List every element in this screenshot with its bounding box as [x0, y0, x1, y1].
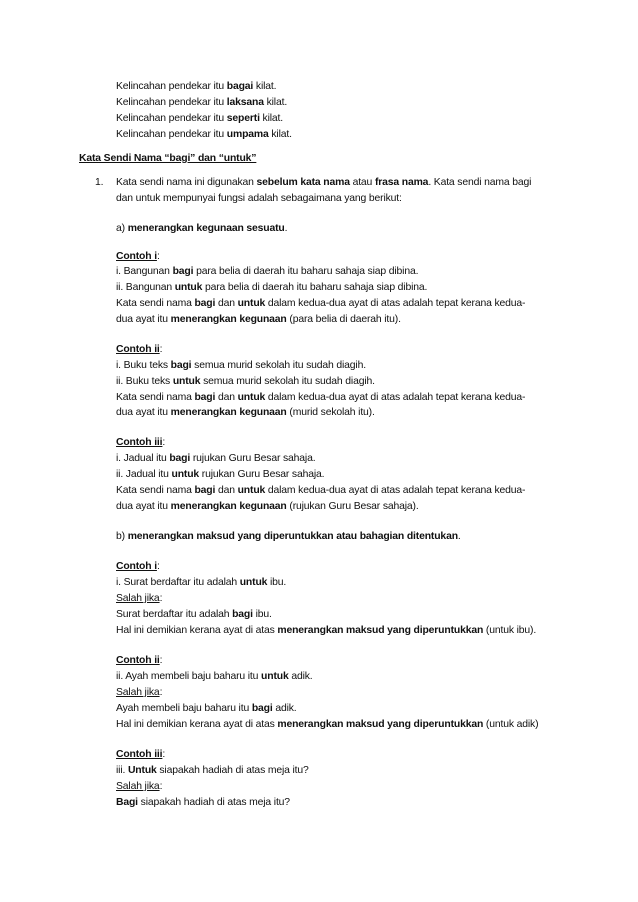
item1-line-1	[116, 176, 531, 190]
salah-jika-label	[116, 686, 162, 700]
text: ii. Jadual itu	[116, 469, 172, 480]
bold-word: untuk	[237, 485, 266, 496]
text: :	[159, 344, 163, 355]
text: :	[156, 251, 160, 262]
example-sentence	[116, 576, 286, 590]
example-title	[116, 343, 162, 357]
bold-word: untuk	[261, 671, 289, 682]
example-sentence	[116, 670, 313, 684]
bold-word: untuk	[171, 469, 200, 480]
incorrect-sentence	[116, 608, 272, 622]
intro-line-4	[116, 128, 292, 142]
text: i. Jadual itu	[116, 453, 170, 464]
bold-term: frasa nama	[374, 177, 429, 188]
text: kilat.	[263, 97, 288, 108]
text: dan	[215, 298, 238, 309]
text: Ayah membeli baju baharu itu	[116, 703, 252, 714]
text: Kata sendi nama	[116, 392, 195, 403]
text: dalam kedua-dua ayat di atas adalah tepat kerana kedua-	[265, 392, 526, 403]
text: .	[457, 531, 461, 542]
example-label: Contoh i	[116, 251, 157, 262]
bold-word: untuk	[237, 392, 266, 403]
salah-jika-label	[116, 780, 162, 794]
example-sentence	[116, 265, 418, 279]
example-sentence	[116, 375, 375, 389]
text: :	[162, 749, 166, 760]
text: Kelincahan pendekar itu	[116, 113, 227, 124]
text: i. Buku teks	[116, 360, 171, 371]
text: .	[284, 223, 288, 234]
text: Kata sendi nama ini digunakan	[116, 177, 257, 188]
bold-word: bagi	[194, 298, 216, 309]
text: kilat.	[259, 113, 284, 124]
text: Kelincahan pendekar itu	[116, 97, 227, 108]
text: para belia di daerah itu baharu sahaja siap dibina.	[202, 282, 428, 293]
text: atau	[349, 177, 375, 188]
bold-word: bagi	[172, 266, 194, 277]
example-title	[116, 748, 165, 762]
text: dua ayat itu	[116, 407, 171, 418]
text: :	[159, 781, 163, 792]
text: adik.	[272, 703, 297, 714]
text: ibu.	[267, 577, 287, 588]
item1-line-2: dan untuk mempunyai fungsi adalah sebagaimana yang berikut:	[116, 193, 402, 204]
text: (murid sekolah itu).	[286, 407, 375, 418]
text: Kata sendi nama	[116, 485, 195, 496]
explanation-line	[116, 406, 375, 420]
example-title	[116, 250, 160, 264]
text: i. Bangunan	[116, 266, 173, 277]
text: dua ayat itu	[116, 314, 171, 325]
bold-word: bagi	[232, 609, 253, 620]
text: dan	[215, 485, 238, 496]
bold-term: menerangkan maksud yang diperuntukkan	[277, 625, 484, 636]
text: :	[159, 687, 163, 698]
bold-term: menerangkan maksud yang diperuntukkan	[277, 719, 484, 730]
text: rujukan Guru Besar sahaja.	[190, 453, 316, 464]
explanation-line	[116, 500, 419, 514]
text: ibu.	[252, 609, 272, 620]
bold-word: Untuk	[127, 765, 157, 776]
bold-word: untuk	[172, 376, 201, 387]
section-heading: Kata Sendi Nama “bagi” dan “untuk”	[79, 153, 257, 164]
example-label: Contoh iii	[116, 437, 163, 448]
text: ii. Buku teks	[116, 376, 173, 387]
text: :	[159, 655, 163, 666]
example-title	[116, 436, 165, 450]
bold-word: bagi	[169, 453, 191, 464]
text: (untuk ibu).	[483, 625, 537, 636]
text: ii. Bangunan	[116, 282, 175, 293]
bold-word: bagi	[251, 703, 273, 714]
text: Kata sendi nama	[116, 298, 195, 309]
intro-line-2	[116, 96, 287, 110]
text: Salah jika	[116, 593, 160, 604]
text: :	[159, 593, 163, 604]
bold-word: seperti	[226, 113, 260, 124]
bold-word: untuk	[174, 282, 203, 293]
text: Hal ini demikian kerana ayat di atas	[116, 719, 278, 730]
text: Salah jika	[116, 781, 160, 792]
incorrect-sentence	[116, 702, 297, 716]
text: iii.	[116, 765, 128, 776]
example-sentence	[116, 281, 427, 295]
bold-word: umpama	[226, 129, 269, 140]
text: (para belia di daerah itu).	[286, 314, 401, 325]
example-sentence	[116, 452, 315, 466]
explanation-line	[116, 391, 525, 405]
text: kilat.	[253, 81, 277, 92]
example-label: Contoh iii	[116, 749, 163, 760]
text: siapakah hadiah di atas meja itu?	[156, 765, 309, 776]
explanation-line	[116, 484, 525, 498]
example-title	[116, 654, 162, 668]
explanation-line	[116, 718, 538, 732]
text: dan	[215, 392, 238, 403]
salah-jika-label	[116, 592, 162, 606]
text: semua murid sekolah itu sudah diagih.	[200, 376, 375, 387]
text: adik.	[288, 671, 313, 682]
explanation-line	[116, 313, 401, 327]
example-title	[116, 560, 160, 574]
example-sentence	[116, 764, 309, 778]
text: a)	[116, 223, 128, 234]
text: Kelincahan pendekar itu	[116, 81, 227, 92]
text: ii. Ayah membeli baju baharu itu	[116, 671, 262, 682]
text: Hal ini demikian kerana ayat di atas	[116, 625, 278, 636]
section-b-title	[116, 530, 461, 544]
bold-term: menerangkan kegunaan	[170, 314, 287, 325]
example-label: Contoh ii	[116, 655, 160, 666]
example-label: Contoh ii	[116, 344, 160, 355]
text: dalam kedua-dua ayat di atas adalah tepat kerana kedua-	[265, 485, 526, 496]
bold-word: Bagi	[116, 797, 138, 808]
section-a-title	[116, 222, 287, 236]
example-sentence	[116, 468, 324, 482]
text: :	[156, 561, 160, 572]
text: semua murid sekolah itu sudah diagih.	[191, 360, 366, 371]
explanation-line	[116, 297, 525, 311]
bold-word: bagi	[194, 392, 216, 403]
text: para belia di daerah itu baharu sahaja siap dibina.	[193, 266, 419, 277]
intro-line-1	[116, 80, 276, 94]
text: dalam kedua-dua ayat di atas adalah tepat kerana kedua-	[265, 298, 526, 309]
text: dua ayat itu	[116, 501, 171, 512]
bold-term: menerangkan kegunaan	[170, 501, 287, 512]
text: rujukan Guru Besar sahaja.	[199, 469, 325, 480]
bold-word: bagi	[170, 360, 192, 371]
bold-term: menerangkan maksud yang diperuntukkan atau bahagian ditentukan	[127, 531, 458, 542]
text: i. Surat berdaftar itu adalah	[116, 577, 240, 588]
text: siapakah hadiah di atas meja itu?	[137, 797, 290, 808]
text: Kelincahan pendekar itu	[116, 129, 227, 140]
intro-line-3	[116, 112, 283, 126]
bold-word: bagi	[194, 485, 216, 496]
bold-term: sebelum kata nama	[256, 177, 350, 188]
text: (untuk adik)	[483, 719, 539, 730]
bold-word: bagai	[226, 81, 254, 92]
bold-word: untuk	[237, 298, 266, 309]
example-sentence	[116, 359, 366, 373]
bold-term: menerangkan kegunaan sesuatu	[127, 223, 285, 234]
text: Salah jika	[116, 687, 160, 698]
text: (rujukan Guru Besar sahaja).	[286, 501, 419, 512]
incorrect-sentence	[116, 796, 290, 810]
explanation-line	[116, 624, 536, 638]
text: . Kata sendi nama bagi	[428, 177, 532, 188]
text: b)	[116, 531, 128, 542]
example-label: Contoh i	[116, 561, 157, 572]
list-number: 1.	[95, 177, 104, 188]
bold-term: menerangkan kegunaan	[170, 407, 287, 418]
bold-word: untuk	[239, 577, 268, 588]
text: :	[162, 437, 166, 448]
text: Surat berdaftar itu adalah	[116, 609, 233, 620]
text: kilat.	[268, 129, 292, 140]
bold-word: laksana	[226, 97, 264, 108]
